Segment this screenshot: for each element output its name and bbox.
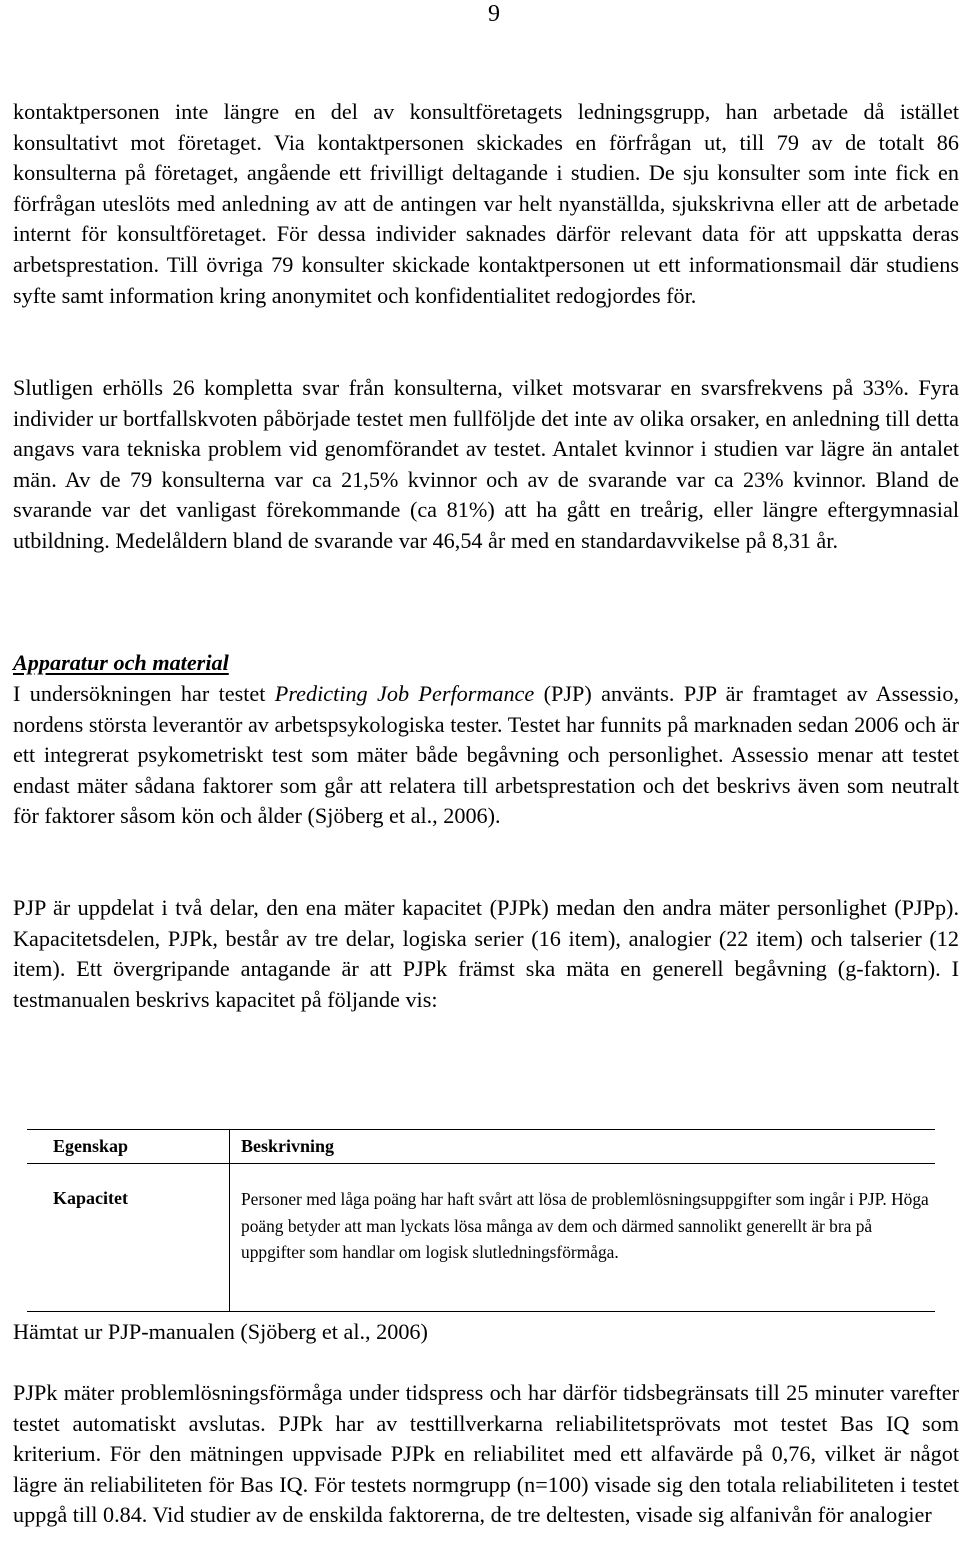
table-source-note: Hämtat ur PJP-manualen (Sjöberg et al., 2006)	[13, 1319, 428, 1344]
table-cell-description: Personer med låga poäng har haft svårt att lösa de problemlösningsuppgifter som ingår i PJP. Höga poäng betyder att man lyckats lösa många av dem och därmed sannolikt generellt är bra på uppgifter som handlar om logisk slutledningsförmåga.	[241, 1189, 929, 1262]
table-header-rule	[27, 1163, 935, 1164]
capacity-table	[27, 1129, 935, 1312]
test-name: Predicting Job Performance	[274, 681, 535, 706]
paragraph-responses: Slutligen erhölls 26 kompletta svar från konsulterna, vilket motsvarar en svarsfrekvens på 33%. Fyra individer ur bortfallskvoten påbörjade testet men fullföljde det inte av olika orsaker, en anledning till detta angavs vara tekniska problem vid genomförandet av testet. Antalet kvinnor i studien var lägre än antalet män. Av de 79 konsulterna var ca 21,5% kvinnor och av de svarande var ca 23% kvinnor. Bland de svarande var det vanligast förekommande (ca 81%) att ha gått en treårig, eller längre eftergymnasial utbildning. Medelåldern bland de svarande var 46,54 år med en standardavvikelse på 8,31 år.	[13, 375, 959, 553]
paragraph-pjp-intro	[13, 679, 959, 832]
paragraph-pjp-parts: PJP är uppdelat i två delar, den ena mäter kapacitet (PJPk) medan den andra mäter personlighet (PJPp). Kapacitetsdelen, PJPk, består av tre delar, logiska serier (16 item), analogier (22 item) och talserier (12 item). Ett övergripande antagande är att PJPk främst ska mäta en generell begåvning (g-faktorn). I testmanualen beskrivs kapacitet på följande vis:	[13, 895, 959, 1012]
paragraph-pjpk-reliability: PJPk mäter problemlösningsförmåga under tidspress och har därför tidsbegränsats till 25 minuter varefter testet automatiskt avslutas. PJPk har av testtillverkarna reliabilitetsprövats mot testet Bas IQ som kriterium. För den mätningen uppvisade PJPk en reliabilitet med ett alfavärde på 0,76, vilket är något lägre än reliabiliteten för Bas IQ. För testets normgrupp (n=100) visade sig den totala reliabiliteten i testet uppgå till 0.84. Vid studier av de enskilda faktorerna, de tre deltesten, visade sig alfanivån för analogier	[13, 1380, 959, 1528]
table-header-property: Egenskap	[53, 1136, 129, 1156]
pjp-intro-rest: (PJP) använts. PJP är framtaget av Assessio, nordens största leverantör av arbetspsykologiska tester. Testet har funnits på marknaden sedan 2006 och är ett integrerat psykometriskt test som mäter både begåvning och personlighet. Assessio menar att testet endast mäter sådana faktorer som går att relatera till arbetsprestation och det beskrivs även som neutralt för faktorer såsom kön och ålder (Sjöberg et al., 2006).	[13, 681, 959, 829]
paragraph-participants: kontaktpersonen inte längre en del av konsultföretagets ledningsgrupp, han arbetade då istället konsultativt mot företaget. Via kontaktpersonen skickades en förfrågan ut, till 79 av de totalt 86 konsulterna på företaget, angående ett frivilligt deltagande i studien. De sju konsulter som inte fick en förfrågan uteslöts med anledning av att de antingen var helt nyanställda, sjukskrivna eller att de arbetade internt för konsultföretaget. För dessa individer saknades därför relevant data för att uppskatta deras arbetsprestation. Till övriga 79 konsulter skickade kontaktpersonen ut ett informationsmail där studiens syfte samt information kring anonymitet och konfidentialitet redogjordes för.	[13, 99, 959, 308]
table-bottom-rule	[27, 1311, 935, 1312]
section-heading: Apparatur och material	[13, 650, 229, 675]
table-column-divider	[229, 1129, 230, 1312]
page-number: 9	[488, 1, 500, 27]
pjp-intro-start: I undersökningen har testet	[13, 681, 275, 706]
table-header-description: Beskrivning	[241, 1136, 335, 1156]
table-top-rule	[27, 1129, 935, 1130]
table-cell-property: Kapacitet	[53, 1188, 128, 1208]
